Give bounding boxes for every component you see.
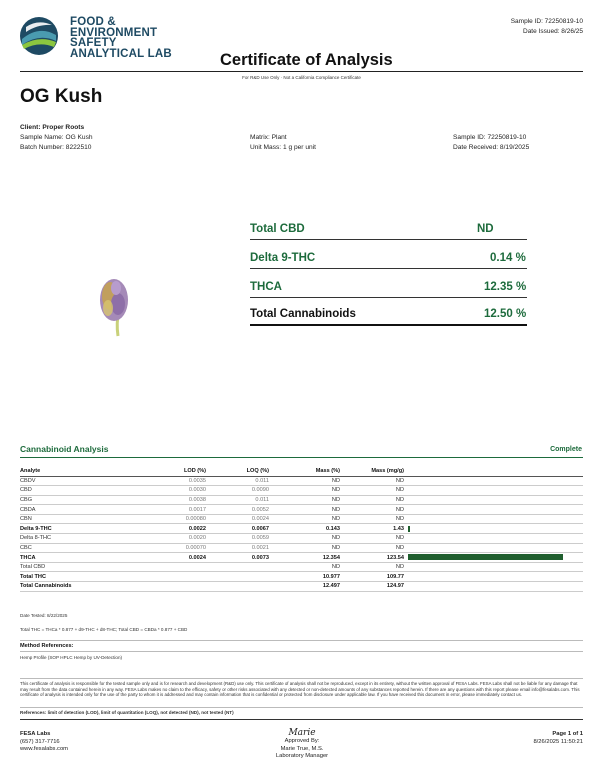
client-info [20,123,93,153]
mass-mg-cell: 123.54 [340,553,404,563]
page-info [533,731,583,746]
mass-pct-cell: 12.354 [269,553,340,563]
table-row [20,514,583,524]
table-row [20,495,583,505]
mass-pct-cell: ND [269,514,340,524]
mass-mg-cell: ND [340,562,404,572]
page-number: Page 1 of 1 [552,731,583,737]
summary-label: Delta 9-THC [250,252,316,264]
lod-cell: 0.0035 [162,476,206,486]
mass-bar-cell [404,582,583,592]
lod-cell: 0.0030 [162,486,206,496]
matrix: Matrix: Plant [250,134,287,141]
loq-cell [206,572,269,582]
table-row [20,524,583,534]
product-photo-icon [92,272,138,340]
header-meta [511,17,583,37]
analyte-cell: Total Cannabinoids [20,582,162,592]
company-name: FESA Labs [20,731,51,737]
summary-value: 0.14 % [490,252,526,264]
mass-pct-cell: ND [269,486,340,496]
mass-bar [408,526,410,532]
lod-cell [162,572,206,582]
analysis-title: Cannabinoid Analysis [20,444,109,454]
col-mass-mg: Mass (mg/g) [340,467,404,476]
summary-label: Total Cannabinoids [250,308,356,320]
date-received: Date Received: 8/19/2025 [453,144,530,151]
loq-cell: 0.0059 [206,534,269,544]
client-name: Client: Proper Roots [20,124,85,131]
loq-cell: 0.0073 [206,553,269,563]
analyte-cell: Total THC [20,572,162,582]
mass-pct-cell: ND [269,562,340,572]
divider [20,707,583,708]
summary-row-total-cbd [250,211,527,240]
references: References: limit of detection (LOD), limit of quantitation (LOQ), not detected (ND), not tested (NT) [20,710,234,715]
document-title: Certificate of Analysis [220,51,393,69]
approval-block [250,729,354,761]
table-row [20,562,583,572]
compliance-note: For R&D Use Only · Not a California Compliance Certificate [242,75,361,80]
summary-label: THCA [250,281,282,293]
loq-cell: 0.0052 [206,505,269,515]
mass-pct-cell: ND [269,495,340,505]
analyte-cell: CBN [20,514,162,524]
table-row [20,543,583,553]
mass-pct-cell: 12.497 [269,582,340,592]
mass-bar-cell [404,524,583,534]
company-phone: (657) 317-7716 [20,738,60,745]
mass-pct-cell: 0.143 [269,524,340,534]
header-sample-id: Sample ID: 72250819-10 [510,18,583,25]
col-mass-pct: Mass (%) [269,467,340,476]
mass-pct-cell: ND [269,476,340,486]
sample-id: Sample ID: 72250819-10 [453,134,527,141]
disclaimer: This certificate of analysis is responsible for the tested sample only and is for research and development (R&D) use only. This certificate of analysis shall not be reproduced, except in its entirety, without the written approval of FESA Labs. FESA Labs shall not be liable for any damage that may result from the data contained herein in any way. FESA Labs makes no claim to the efficacy, safety or other risks associated with any detected or non-detected amounts of any substances reported herein. If there are any questions with this report please email info@fesalabs.com. This certificate of analysis is intended only for the use of the party to whom it is addressed and may contain information that is confidential or protected from disclosure under applicable law. If you have received this document in error, please immediately contact us. [20,681,580,698]
analyte-cell: CBDV [20,476,162,486]
report-timestamp: 8/26/2025 11:50:21 [533,738,583,745]
batch-number: Batch Number: 8222510 [20,144,92,151]
analyte-cell: CBG [20,495,162,505]
table-row [20,572,583,582]
table-row [20,553,583,563]
approver-title: Laboratory Manager [275,753,329,759]
summary-row-thca [250,269,527,298]
lod-cell: 0.0017 [162,505,206,515]
mass-bar-cell [404,486,583,496]
col-analyte: Analyte [20,467,162,476]
table-row [20,505,583,515]
loq-cell: 0.0090 [206,486,269,496]
mass-mg-cell: ND [340,534,404,544]
col-bar [404,467,583,476]
date-tested: Date Tested: 8/22/2025 [20,613,68,618]
total-formula: Total THC = THCa * 0.877 + d9-THC + d8-THC; Total CBD = CBDa * 0.877 + CBD [20,627,188,632]
analyte-cell: Delta 9-THC [20,524,162,534]
matrix-info [250,133,316,153]
loq-cell: 0.011 [206,495,269,505]
unit-mass: Unit Mass: 1 g per unit [250,144,316,151]
mass-pct-cell: ND [269,534,340,544]
analyte-cell: CBDA [20,505,162,515]
mass-mg-cell: ND [340,543,404,553]
divider [20,678,583,679]
analyte-cell: CBD [20,486,162,496]
lod-cell [162,562,206,572]
summary-value: ND [477,223,494,235]
loq-cell: 0.011 [206,476,269,486]
table-row [20,582,583,592]
summary-value: 12.50 % [484,308,527,320]
loq-cell: 0.0024 [206,514,269,524]
table-row [20,476,583,486]
summary-label: Total CBD [250,223,305,235]
header-divider [20,71,583,72]
loq-cell [206,562,269,572]
lab-logo-icon [18,15,60,57]
lab-name-line: ENVIRONMENT [70,26,158,39]
approved-by-label: Approved By: [284,738,320,744]
mass-mg-cell: 124.97 [340,582,404,592]
mass-bar-cell [404,543,583,553]
col-lod: LOD (%) [162,467,206,476]
table-row [20,534,583,544]
company-website: www.fesalabs.com [20,746,69,752]
mass-bar-cell [404,505,583,515]
summary-row-delta9 [250,240,527,269]
lod-cell: 0.00070 [162,543,206,553]
col-loq: LOQ (%) [206,467,269,476]
analyte-cell: Delta 8-THC [20,534,162,544]
mass-mg-cell: 109.77 [340,572,404,582]
lab-name-line: SAFETY [70,37,117,49]
product-name: OG Kush [20,86,103,107]
mass-bar-cell [404,476,583,486]
summary-row-total-cannabinoids [250,297,527,326]
summary-value: 12.35 % [484,281,527,293]
mass-bar-cell [404,514,583,524]
lab-name-line: FOOD & [70,16,116,28]
loq-cell: 0.0021 [206,543,269,553]
method-reference: Hemp Profile (SOP HPLC Hemp by UV-Detection) [20,655,123,660]
lod-cell: 0.00080 [162,514,206,524]
divider [20,640,583,641]
mass-mg-cell: ND [340,495,404,505]
lab-name [70,17,172,59]
analysis-status: Complete [550,446,582,453]
signature: Marie [288,728,316,738]
analyte-cell: CBC [20,543,162,553]
mass-pct-cell: ND [269,543,340,553]
mass-bar-cell [404,562,583,572]
lod-cell: 0.0024 [162,553,206,563]
sample-name: Sample Name: OG Kush [20,134,93,141]
mass-pct-cell: 10.977 [269,572,340,582]
footer-divider [20,719,583,720]
analyte-cell: Total CBD [20,562,162,572]
mass-bar [408,554,563,560]
divider [20,651,583,652]
mass-bar-cell [404,553,583,563]
method-label: Method References: [20,643,74,649]
analyte-cell: THCA [20,553,162,563]
table-header-row [20,467,583,476]
footer-company [20,731,68,754]
header-date-issued: Date Issued: 8/26/25 [523,28,583,35]
lod-cell [162,582,206,592]
mass-mg-cell: ND [340,486,404,496]
mass-mg-cell: ND [340,514,404,524]
mass-bar-cell [404,534,583,544]
mass-bar-cell [404,572,583,582]
mass-mg-cell: 1.43 [340,524,404,534]
lod-cell: 0.0022 [162,524,206,534]
lod-cell: 0.0038 [162,495,206,505]
mass-mg-cell: ND [340,505,404,515]
table-row [20,486,583,496]
analysis-divider [20,457,583,458]
cannabinoid-table [20,467,583,592]
mass-mg-cell: ND [340,476,404,486]
approver-name: Marie True, M.S. [280,745,324,752]
loq-cell: 0.0067 [206,524,269,534]
lod-cell: 0.0020 [162,534,206,544]
loq-cell [206,582,269,592]
mass-bar-cell [404,495,583,505]
sample-info [453,133,529,153]
lab-name-line: ANALYTICAL LAB [70,47,172,60]
mass-pct-cell: ND [269,505,340,515]
